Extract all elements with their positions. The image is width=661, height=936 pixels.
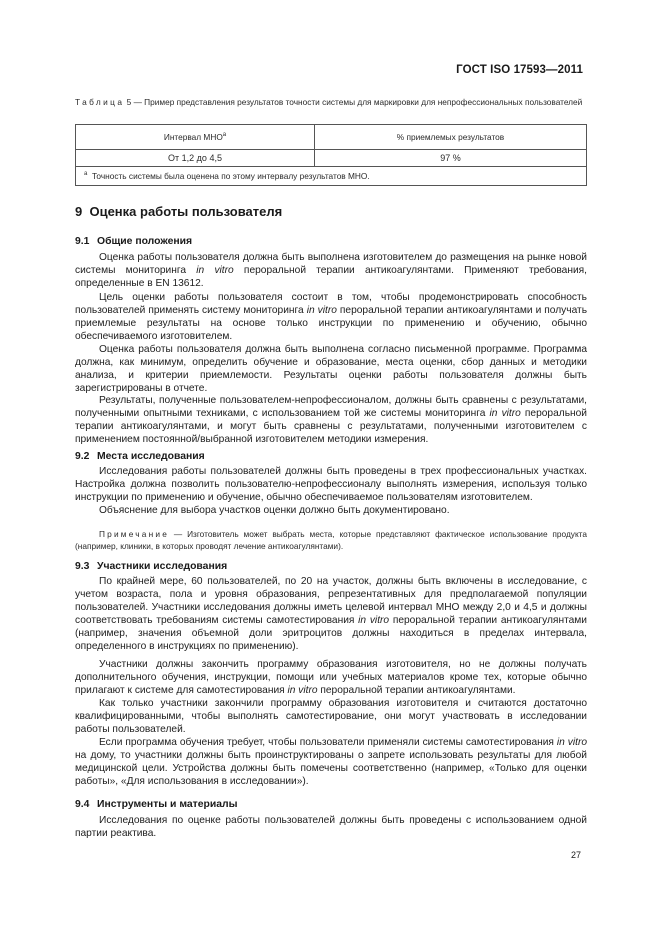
paragraph: Оценка работы пользователя должна быть выполнена согласно письменной программе. Программа должна, как минимум, определить обучение и образование, места оценки, сбор данных и методики анализа, и критерии приемлемости. Результаты оценки работы пользователя должны быть зарегистрированы в отчете. (75, 344, 587, 394)
paragraph: Результаты, полученные пользователем-непрофессионалом, должны быть сравнены с результатами, полученными опытными техниками, с использованием той же системы мониторинга in vitro пероральной терапии антикоагулянтами, и могут быть сравнены с результатами, полученными изготовителем с применением постоянной/выбранной изготовителем методики измерения. (75, 395, 587, 445)
results-table (75, 124, 587, 186)
table-header-row (76, 125, 587, 150)
table-footnote: $^а$ Точность системы была оценена по этому интервалу результатов МНО. (76, 167, 587, 186)
column-header-inr-interval: Интервал $МНО^а$ (76, 125, 315, 150)
table-caption (75, 96, 587, 108)
subsection-9-2-title: 9.2 Места исследования (75, 451, 205, 462)
paragraph: Если программа обучения требует, чтобы пользователи применяли системы самотестирования in vitro на дому, то участники должны быть проинструктированы о запрете использовать результаты для любой медицинской цели. Устройства должны быть помечены соответственно (например, «Только для оценки работы», «Для использования в исследовании»). (75, 737, 588, 787)
subsection-9-1-title: 9.1 Общие положения (75, 236, 193, 247)
column-header-acceptable-results: % приемлемых результатов (315, 125, 587, 150)
cell-inr-interval: От 1,2 до 4,5 (76, 150, 315, 167)
table-footnote-row (76, 167, 587, 186)
paragraph: Оценка работы пользователя должна быть выполнена изготовителем до размещения на рынке новой системы мониторинга in vitro пероральной терапии антикоагулянтами. Применяют требования, определенные в EN 13612. (75, 252, 587, 289)
footnote-marker: а (84, 171, 88, 178)
paragraph: Объяснение для выбора участков оценки должно быть документировано. (99, 505, 450, 516)
section-title: 9 Оценка работы пользователя (75, 204, 283, 219)
standard-header: ГОСТ ISO 17593—2011 (456, 64, 583, 76)
table-caption-text: 5 — Пример представления результатов точности системы для маркировки для непрофессиональных пользователей (126, 97, 583, 107)
page-number: 27 (571, 850, 582, 860)
paragraph: Как только участники закончили программу образования изготовителя и считаются достаточно квалифицированными, чтобы выполнять самотестирование, они могут участвовать в исследовании работы пользователей. (75, 698, 587, 735)
note: Примечание — Изготовитель может выбрать места, которые представляют фактическое использование продукта (например, клиники, в которых проводят лечение антикоагулянтами). (75, 529, 587, 551)
cell-acceptable-percent: 97 % (315, 150, 587, 167)
footnote-ref: а (222, 132, 227, 139)
subsection-9-3-title: 9.3 Участники исследования (75, 561, 228, 572)
paragraph: Исследования работы пользователей должны быть проведены в трех профессиональных участках. Настройка должна позволить пользователю-непрофессионалу выполнять измерения, используя только инструкции по применению и обучение, обычно обеспечиваемое пользователям изготовителем. (75, 466, 587, 503)
table-caption-label: Таблица (75, 97, 125, 107)
table-row (76, 150, 587, 167)
note-label: Примечание (99, 529, 170, 539)
subsection-9-4-title: 9.4 Инструменты и материалы (75, 799, 238, 810)
paragraph: Участники должны закончить программу образования изготовителя, но не должны получать дополнительного обучения, инструкции, помощи или учебных материалов кроме тех, которые обычно прилагают к системе для самотестирования in vitro пероральной терапии антикоагулянтами. (75, 659, 587, 696)
paragraph: Цель оценки работы пользователя состоит в том, чтобы продемонстрировать способность пользователей применять систему мониторинга in vitro пероральной терапии антикоагулянтами и получать приемлемые результаты на основе только инструкции по применению и обучению, обычно обеспечиваемого изготовителем. (75, 292, 587, 342)
paragraph: По крайней мере, 60 пользователей, по 20 на участок, должны быть включены в исследование, с учетом возраста, пола и уровня образования, репрезентативных для предполагаемой популяции пользователей. Участники исследования должны иметь целевой интервал МНО между 2,0 и 4,5 и должны соответствовать требованиям системы самотестирования in vitro пероральной терапии антикоагулянтами (например, значения объемной доли эритроцитов должны находиться в пределах интервала, определенного в инструкциях по применению). (75, 576, 587, 652)
paragraph: Исследования по оценке работы пользователей должны быть проведены с использованием одной партии реактива. (75, 815, 587, 839)
